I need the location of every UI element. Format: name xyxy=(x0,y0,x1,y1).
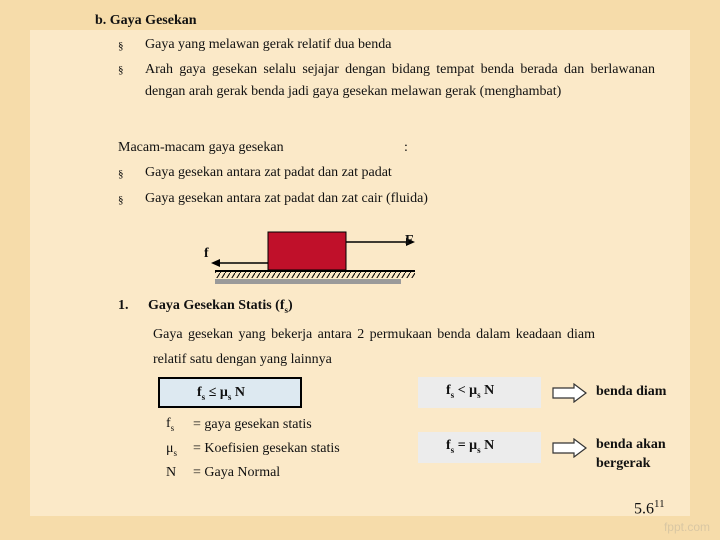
legend-text: = Gaya Normal xyxy=(193,465,281,480)
case-formula: $f_s < \mu_s$ N xyxy=(446,383,495,400)
formula-box xyxy=(158,377,302,408)
case-box-static xyxy=(418,377,541,408)
intro-bullet-1: Gaya yang melawan gerak relatif dua benda xyxy=(145,37,392,52)
legend-symbol: $\mu_s$ xyxy=(166,441,178,458)
case-formula: $f_s = \mu_s$ N xyxy=(446,438,495,455)
bullet-icon: § xyxy=(118,40,124,52)
static-description: Gaya gesekan yang bekerja antara 2 permukaan benda dalam keadaan diam relatif satu dengan yang lainnya xyxy=(153,327,595,367)
bullet-icon: § xyxy=(118,64,124,76)
friction-label: f xyxy=(204,246,209,261)
block xyxy=(268,232,346,270)
type-item-1: Gaya gesekan antara zat padat dan zat padat xyxy=(145,165,392,180)
section-header: b. Gaya Gesekan xyxy=(95,13,197,28)
intro-bullet-2: Arah gaya gesekan selalu sejajar dengan bidang tempat benda berada dan berlawanan dengan arah gerak benda jadi gaya gesekan melawan gerak (menghambat) xyxy=(145,62,655,99)
legend-text: = gaya gesekan statis xyxy=(193,417,312,432)
formula: $f_s \le \mu_s$ N xyxy=(197,385,245,402)
force-label: F xyxy=(405,233,414,248)
page-number: $5.6^{11}$ xyxy=(634,498,665,518)
section-number: 1. xyxy=(118,298,129,313)
right-arrow-icon xyxy=(552,438,588,458)
case-result: benda diam xyxy=(596,384,667,399)
footer-watermark: fppt.com xyxy=(663,520,710,534)
types-colon: : xyxy=(404,140,408,155)
ground-surface xyxy=(215,271,415,278)
friction-diagram xyxy=(195,225,425,285)
case-box-moving xyxy=(418,432,541,463)
legend-symbol: $f_s$ xyxy=(166,416,175,433)
types-label: Macam-macam gaya gesekan xyxy=(118,140,284,155)
bullet-icon: § xyxy=(118,168,124,180)
right-arrow-icon xyxy=(552,383,588,403)
ground-shadow xyxy=(215,279,401,284)
bullet-icon: § xyxy=(118,194,124,206)
legend-text: = Koefisien gesekan statis xyxy=(193,441,340,456)
case-result: benda akan bergerak xyxy=(596,437,666,471)
static-title: Gaya Gesekan Statis $(f_s)$ xyxy=(148,298,293,315)
legend-symbol: N xyxy=(166,465,177,480)
type-item-2: Gaya gesekan antara zat padat dan zat cair (fluida) xyxy=(145,191,428,206)
